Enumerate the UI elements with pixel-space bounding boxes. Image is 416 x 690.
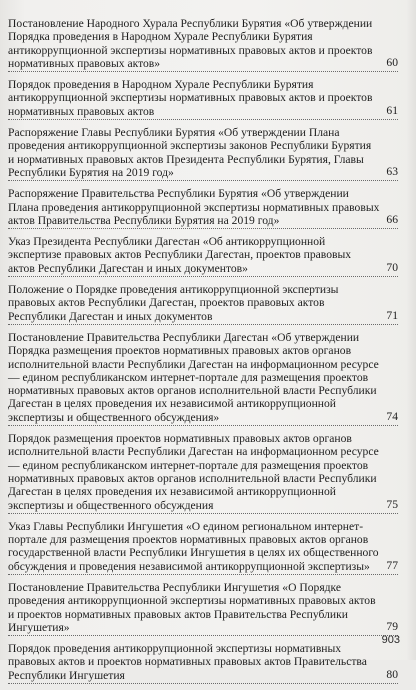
toc-entry-title: Указ Президента Республики Дагестан «Об антикоррупционной экспертизе правовых актов Республики Дагестан, проектов правовых актов Республики Дагестан и иных документов» xyxy=(8,235,352,275)
toc-entry-page: 63 xyxy=(386,165,398,179)
toc-entry-title: Порядок размещения проектов нормативных правовых актов органов исполнительной власти Республики Дагестан на информационном ресурсе — едином республиканском интернет-портале для размещения проектов нормативных правовых актов органов исполнительной власти Республики Дагестан в целях проведения их независимой антикоррупционной экспертизы и общественного обсуждения xyxy=(8,432,379,512)
page-edge-shadow xyxy=(406,0,416,660)
toc-entry[interactable] xyxy=(8,331,398,426)
toc-entry[interactable] xyxy=(8,17,398,72)
toc-entry[interactable] xyxy=(8,187,398,229)
toc-entry-title: Постановление Правительства Республики Дагестан «Об утверждении Порядка размещения проектов нормативных правовых актов органов исполнительной власти Республики Дагестан на информационном ресурсе — едином республиканском интернет-портале для размещения проектов нормативных правовых актов органов исполнительной власти Республики Дагестан в целях проведения их независимой антикоррупционной экспертизы и общественного обсуждения» xyxy=(8,330,379,424)
toc-entry[interactable] xyxy=(8,283,398,325)
toc-entry-title: Постановление Народного Хурала Республики Бурятия «Об утверждении Порядка проведения в Народном Хурале Республики Бурятия антикоррупционной экспертизы нормативных правовых актов и проектов нормативных правовых актов» xyxy=(8,17,373,70)
toc-entry[interactable] xyxy=(8,78,398,120)
toc-entry-page: 79 xyxy=(386,620,398,634)
toc-entry-page: 71 xyxy=(386,308,398,322)
toc-entry-title: Указ Главы Республики Ингушетия «О едином региональном интернет-портале для размещения проектов нормативных правовых актов органов государственной власти Республики Ингушетия в целях их общественного обсуждения и проведения независимой антикоррупционной экспертизы» xyxy=(8,519,379,573)
toc-entry-title: Порядок проведения антикоррупционной экспертизы нормативных правовых актов и проектов нормативных правовых актов Правительства Республики Ингушетия xyxy=(8,642,367,682)
toc-entry-page: 80 xyxy=(386,668,398,682)
toc-entry-page: 60 xyxy=(386,56,398,70)
toc-entry-page: 61 xyxy=(386,104,398,118)
table-of-contents xyxy=(8,17,398,690)
toc-entry-title: Распоряжение Правительства Республики Бурятия «Об утверждении Плана проведения антикоррупционной экспертизы нормативных правовых актов Правительства Республики Бурятия на 2019 год» xyxy=(8,187,380,227)
page-number: 903 xyxy=(381,634,400,646)
toc-entry[interactable] xyxy=(8,432,398,514)
toc-entry-title: Порядок проведения в Народном Хурале Республики Бурятия антикоррупционной экспертизы нормативных правовых актов и проектов нормативных правовых актов xyxy=(8,78,373,118)
toc-entry-page: 66 xyxy=(386,213,398,227)
toc-entry-page: 70 xyxy=(386,261,398,275)
toc-entry-title: Распоряжение Главы Республики Бурятия «Об утверждении Плана проведения антикоррупционной экспертизы законов Республики Бурятия и нормативных правовых актов Президента Республики Бурятия, Главы Республики Бурятия на 2019 год» xyxy=(8,126,372,179)
toc-entry[interactable] xyxy=(8,642,398,684)
toc-entry-page: 77 xyxy=(386,558,398,572)
toc-entry-page: 74 xyxy=(386,410,398,424)
toc-entry[interactable] xyxy=(8,581,398,636)
toc-entry[interactable] xyxy=(8,126,398,181)
toc-entry-title: Постановление Правительства Республики Ингушетия «О Порядке проведения антикоррупционной экспертизы нормативных правовых актов и проектов нормативных правовых актов Правительства Республики Ингушетия» xyxy=(8,580,376,634)
toc-entry[interactable] xyxy=(8,235,398,277)
toc-entry-title: Положение о Порядке проведения антикоррупционной экспертизы правовых актов Республики Дагестан, проектов правовых актов Республики Дагестан и иных документов xyxy=(8,283,339,323)
toc-entry[interactable] xyxy=(8,520,398,575)
toc-entry-page: 75 xyxy=(386,497,398,511)
